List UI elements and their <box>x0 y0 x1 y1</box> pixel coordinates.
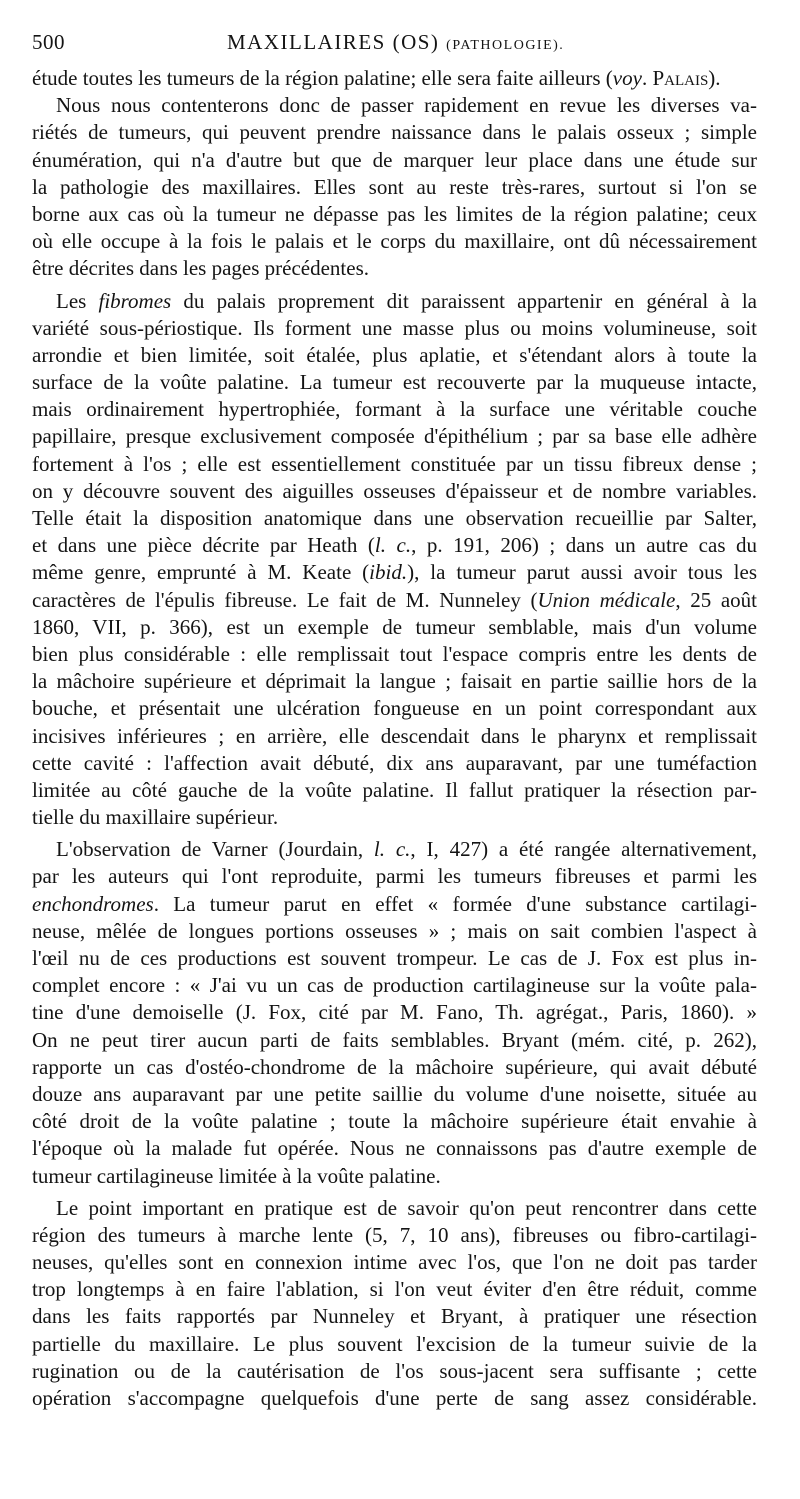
text-line: étude toutes les tumeurs de la région palatine; elle sera faite ailleurs (voy. Palais). <box>32 66 721 90</box>
text-line: bouche, et présentait une ulcération fongueuse en un point correspondant aux <box>32 696 757 721</box>
text-line: arrondie et bien limitée, soit étalée, plus aplatie, et s'étendant alors à toute la <box>32 342 757 367</box>
text-line: caractères de l'épulis fibreuse. Le fait de M. Nunneley (Union médicale, 25 août <box>32 587 758 612</box>
text-line: la pathologie des maxillaires. Elles sont au reste très-rares, surtout si l'on se <box>32 174 757 199</box>
text-line: côté droit de la voûte palatine ; toute la mâchoire supérieure était envahie à <box>32 1109 757 1134</box>
text-line: tine d'une demoiselle (J. Fox, cité par M. Fano, Th. agrégat., Paris, 1860). » <box>32 1000 757 1025</box>
text-line: mais ordinairement hypertrophiée, formant à la surface une véritable couche <box>32 397 757 422</box>
text-line: rugination ou de la cautérisation de l'os sous-jacent sera suffisante ; cette <box>32 1358 757 1383</box>
text-line: région des tumeurs à marche lente (5, 7, 10 ans), fibreuses ou fibro-cartilagi- <box>32 1222 757 1247</box>
text-line: fortement à l'os ; elle est essentiellement constituée par un tissu fibreux dense ; <box>32 451 757 476</box>
text-line: papillaire, presque exclusivement composée d'épithélium ; par sa base elle adhère <box>32 424 757 449</box>
running-head-subtitle: (PATHOLOGIE). <box>446 38 565 53</box>
page-number: 500 <box>32 30 65 54</box>
text-line: l'œil nu de ces productions est souvent trompeur. Le cas de J. Fox est plus in- <box>32 946 757 970</box>
text-line: et dans une pièce décrite par Heath (l. c., p. 191, 206) ; dans un autre cas du <box>32 533 758 558</box>
text-line: borne aux cas où la tumeur ne dépasse pas les limites de la région palatine; ceux <box>32 201 757 226</box>
text-line: incisives inférieures ; en arrière, elle descendait dans le pharynx et remplissait <box>32 723 757 748</box>
text-line: Telle était la disposition anatomique dans une observation recueillie par Salter, <box>32 506 757 530</box>
text-line: neuse, mêlée de longues portions osseuses » ; mais on sait combien l'aspect à <box>32 918 757 943</box>
text-line: où elle occupe à la fois le palais et le corps du maxillaire, ont dû nécessairement <box>32 229 757 254</box>
text-line: douze ans auparavant par une petite saillie du volume d'une noisette, située au <box>32 1081 757 1106</box>
text-line: dans les faits rapportés par Nunneley et Bryant, à pratiquer une résection <box>32 1304 757 1329</box>
text-line: partielle du maxillaire. Le plus souvent l'excision de la tumeur suivie de la <box>32 1331 757 1356</box>
running-head <box>227 30 564 55</box>
body-text <box>32 65 757 1412</box>
text-line: trop longtemps à en faire l'ablation, si l'on veut éviter d'en être réduit, comme <box>32 1277 757 1302</box>
text-line: l'époque où la malade fut opérée. Nous ne connaissons pas d'autre exemple de <box>32 1136 757 1161</box>
text-line: bien plus considérable : elle remplissait tout l'espace compris entre les dents de <box>32 641 757 666</box>
text-line: énumération, qui n'a d'autre but que de marquer leur place dans une étude sur <box>32 147 757 172</box>
text-line: même genre, emprunté à M. Keate (ibid.), la tumeur parut aussi avoir tous les <box>32 560 757 585</box>
text-line: la mâchoire supérieure et déprimait la langue ; faisait en partie saillie hors de la <box>32 669 757 694</box>
text-line: Le point important en pratique est de savoir qu'on peut rencontrer dans cette <box>56 1195 757 1220</box>
running-header <box>32 30 757 56</box>
text-line: surface de la voûte palatine. La tumeur est recouverte par la muqueuse intacte, <box>32 370 757 395</box>
text-line: tumeur cartilagineuse limitée à la voûte palatine. <box>32 1163 441 1188</box>
text-line: neuses, qu'elles sont en connexion intime avec l'os, que l'on ne doit pas tarder <box>32 1250 757 1275</box>
text-line: cette cavité : l'affection avait débuté, dix ans auparavant, par une tuméfaction <box>32 750 757 775</box>
text-line: tielle du maxillaire supérieur. <box>32 805 279 830</box>
text-line: Nous nous contenterons donc de passer rapidement en revue les diverses va- <box>56 93 757 118</box>
text-line: On ne peut tirer aucun parti de faits semblables. Bryant (mém. cité, p. 262), <box>32 1027 757 1052</box>
text-line: on y découvre souvent des aiguilles osseuses d'épaisseur et de nombre variables. <box>32 478 757 503</box>
text-line: 1860, VII, p. 366), est un exemple de tumeur semblable, mais d'un volume <box>32 614 757 639</box>
text-line: riétés de tumeurs, qui peuvent prendre naissance dans le palais osseux ; simple <box>32 120 757 145</box>
text-line: complet encore : « J'ai vu un cas de production cartilagineuse sur la voûte pala- <box>32 973 757 998</box>
text-line: enchondromes. La tumeur parut en effet « formée d'une substance cartilagi- <box>32 891 757 916</box>
text-line: rapporte un cas d'ostéo-chondrome de la mâchoire supérieure, qui avait débuté <box>32 1054 757 1079</box>
text-line: être décrites dans les pages précédentes. <box>32 256 370 281</box>
text-line: Les fibromes du palais proprement dit paraissent appartenir en général à la <box>56 288 758 313</box>
text-line: variété sous-périostique. Ils forment une masse plus ou moins volumineuse, soit <box>32 315 757 340</box>
text-line: par les auteurs qui l'ont reproduite, parmi les tumeurs fibreuses et parmi les <box>32 864 757 889</box>
running-head-title: MAXILLAIRES (OS) <box>227 30 440 54</box>
text-line: L'observation de Varner (Jourdain, l. c., I, 427) a été rangée alternativement, <box>56 837 758 862</box>
text-line: limitée au côté gauche de la voûte palatine. Il fallut pratiquer la résection par- <box>32 777 757 802</box>
text-line: opération s'accompagne quelquefois d'une perte de sang assez considérable. <box>32 1386 757 1410</box>
